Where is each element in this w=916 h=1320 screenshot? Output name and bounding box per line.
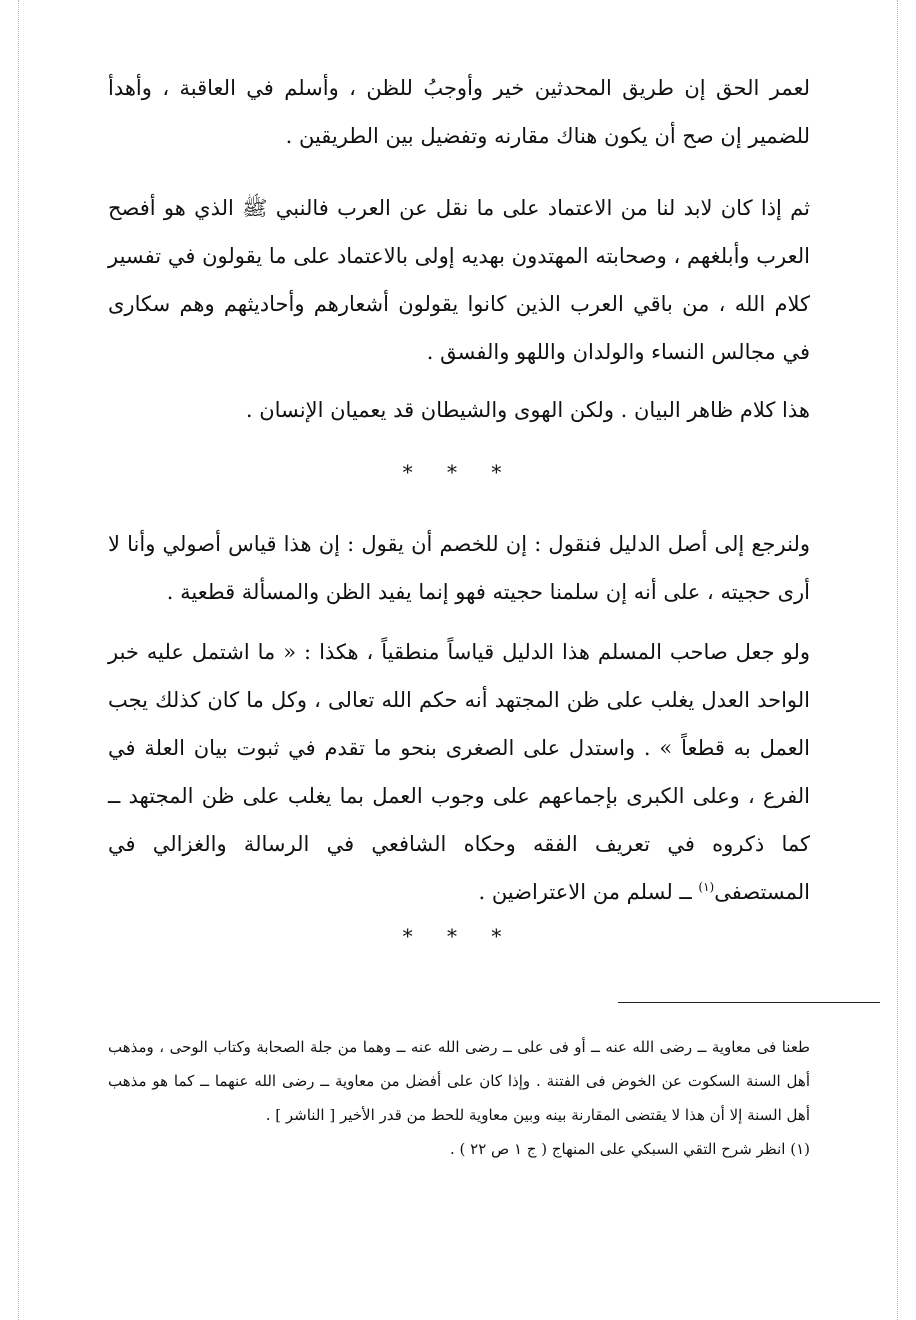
paragraph-2 [108, 184, 810, 376]
paragraph-5 [108, 628, 810, 916]
paragraph-4-text: ولنرجع إلى أصل الدليل فنقول : إن للخصم أن يقول : إن هذا قياس أصولي وأنا لا أرى حجيته ، على أنه إن سلمنا حجيته فهو إنما يفيد الظن والمسألة قطعية . [108, 532, 810, 604]
paragraph-4 [108, 520, 810, 616]
scan-edge-right [897, 0, 898, 1320]
footnote-continuation: طعنا فى معاوية ــ رضى الله عنه ــ أو فى على ــ رضى الله عنه ــ وهما من جلة الصحابة وكتاب الوحى ، ومذهب أهل السنة السكوت عن الخوض فى الفتنة . وإذا كان على أفضل من معاوية ــ رضى الله عنهما ــ كما هو مذهب أهل السنة إلا أن هذا لا يقتضى المقارنة بينه وبين معاوية للحط من قدر الأخير [ الناشر ] . [108, 1038, 810, 1124]
footnote-reference-marker: (١) [698, 880, 715, 894]
paragraph-1 [108, 64, 810, 160]
paragraph-3-text: هذا كلام ظاهر البيان . ولكن الهوى والشيطان قد يعميان الإنسان . [245, 398, 810, 422]
section-separator-1: * * * [402, 460, 516, 484]
footnote-1: (١) انظر شرح التقي السبكي على المنهاج ( ج ١ ص ٢٢ ) . [450, 1140, 810, 1158]
paragraph-5-body: ولو جعل صاحب المسلم هذا الدليل قياساً منطقياً ، هكذا : « ما اشتمل عليه خبر الواحد العدل يغلب على ظن المجتهد أنه حكم الله تعالى ، وكل ما كان كذلك يجب العمل به قطعاً » . واستدل على الصغرى بنحو ما تقدم في ثبوت بيان العلة في الفرع ، وعلى الكبرى بإجماعهم على وجوب العمل بما يغلب على ظن المجتهد ــ كما ذكروه في تعريف الفقه وحكاه الشافعي في الرسالة والغزالي في المستصفى [108, 640, 810, 904]
paragraph-2-text: ثم إذا كان لابد لنا من الاعتماد على ما نقل عن العرب فالنبي ﷺ الذي هو أفصح العرب وأبلغهم ، وصحابته المهتدون بهديه إولى بالاعتماد على ما يقولون في تفسير كلام الله ، من باقي العرب الذين كانوا يقولون أشعارهم وأحاديثهم وهم سكارى في مجالس النساء والولدان واللهو والفسق . [108, 196, 810, 364]
paragraph-5-text [108, 628, 810, 916]
paragraph-1-text: لعمر الحق إن طريق المحدثين خير وأوجبُ للظن ، وأسلم في العاقبة ، وأهدأ للضمير إن صح أن يكون هناك مقارنه وتفضيل بين الطريقين . [108, 76, 810, 148]
footnote-divider [618, 1002, 880, 1003]
section-separator-2: * * * [402, 924, 516, 948]
paragraph-5-tail: ــ لسلم من الاعتراضين . [478, 880, 699, 904]
scan-edge-left [18, 0, 19, 1320]
footnotes [108, 1030, 810, 1166]
paragraph-3 [108, 386, 810, 434]
